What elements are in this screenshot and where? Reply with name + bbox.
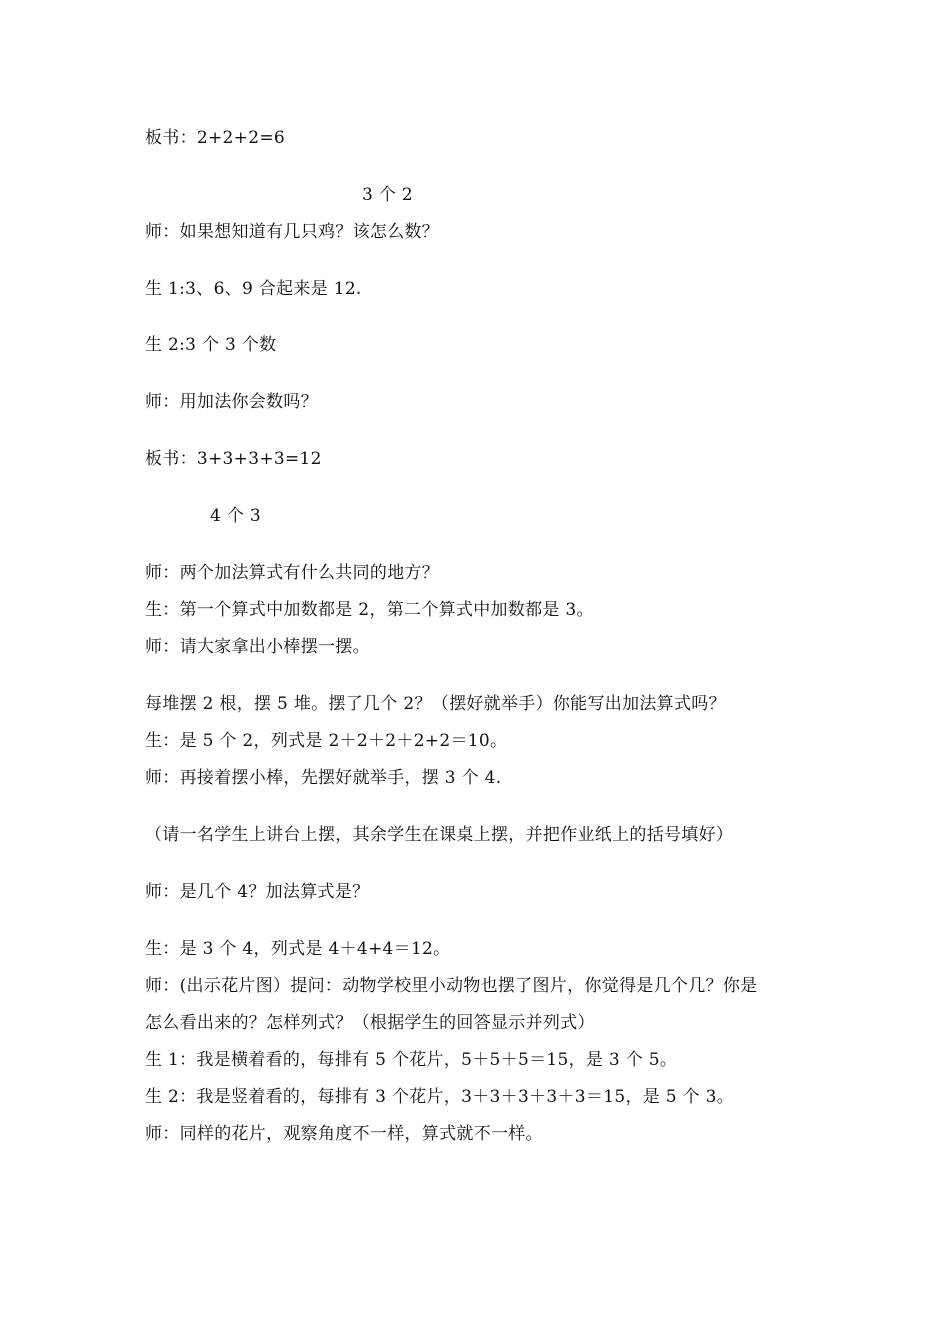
teacher-line: 师：用加法你会数吗？ — [145, 392, 318, 412]
instruction-line: 每堆摆 2 根，摆 5 堆。摆了几个 2？（摆好就举手）你能写出加法算式吗？ — [145, 694, 726, 714]
instruction-line: （请一名学生上讲台上摆，其余学生在课桌上摆，并把作业纸上的括号填好） — [145, 825, 734, 845]
teacher-line: 师：请大家拿出小棒摆一摆。 — [145, 637, 370, 657]
student-line: 生：第一个算式中加数都是 2，第二个算式中加数都是 3。 — [145, 600, 594, 620]
student-line: 生 1：我是横着看的，每排有 5 个花片，5＋5＋5＝15，是 3 个 5。 — [145, 1050, 678, 1070]
student-line: 生：是 3 个 4，列式是 4＋4+4＝12。 — [145, 939, 451, 959]
board-note-2: 板书：3+3+3+3=12 — [145, 449, 322, 469]
teacher-line: 师：(出示花片图）提问：动物学校里小动物也摆了图片，你觉得是几个几？你是 — [145, 976, 758, 996]
teacher-line: 师：是几个 4？加法算式是？ — [145, 882, 370, 902]
teacher-line: 师：再接着摆小棒，先摆好就举手，摆 3 个 4. — [145, 768, 502, 788]
board-note-1: 板书：2+2+2=6 — [145, 128, 285, 148]
teacher-line: 师：同样的花片，观察角度不一样，算式就不一样。 — [145, 1124, 543, 1144]
board-note-2-caption: 4 个 3 — [210, 506, 261, 526]
teacher-line: 师：如果想知道有几只鸡？该怎么数？ — [145, 222, 440, 242]
student-line: 生 2：我是竖着看的，每排有 3 个花片，3＋3＋3＋3＋3＝15，是 5 个 3。 — [145, 1087, 734, 1107]
teacher-line-continued: 怎么看出来的？怎样列式？（根据学生的回答显示并列式） — [145, 1013, 595, 1033]
teacher-line: 师：两个加法算式有什么共同的地方？ — [145, 563, 440, 583]
student-line: 生 1:3、6、9 合起来是 12. — [145, 279, 362, 299]
student-line: 生 2:3 个 3 个数 — [145, 335, 277, 355]
board-note-1-caption: 3 个 2 — [362, 185, 413, 205]
student-line: 生：是 5 个 2，列式是 2＋2＋2＋2+2＝10。 — [145, 731, 508, 751]
